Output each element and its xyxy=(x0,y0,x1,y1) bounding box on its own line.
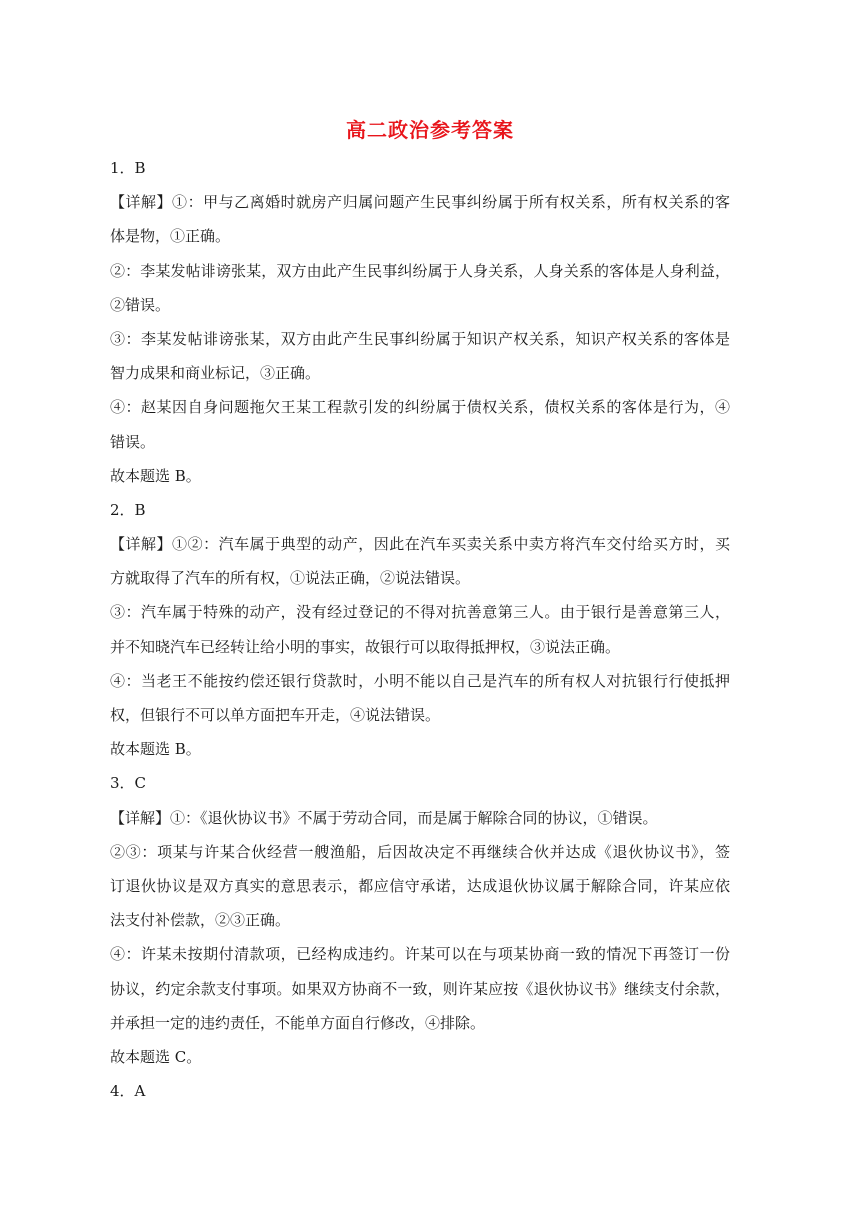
explanation-line: ②：李某发帖诽谤张某，双方由此产生民事纠纷属于人身关系，人身关系的客体是人身利益， xyxy=(110,261,730,280)
conclusion-line: 故本题选 B。 xyxy=(110,466,201,485)
answer-number: 4．A xyxy=(110,1082,146,1101)
explanation-line: 订退伙协议是双方真实的意思表示，都应信守承诺，达成退伙协议属于解除合同，许某应依 xyxy=(110,876,730,895)
explanation-line: 【详解】①②：汽车属于典型的动产，因此在汽车买卖关系中卖方将汽车交付给买方时，买 xyxy=(110,535,730,554)
explanation-line: 智力成果和商业标记，③正确。 xyxy=(110,364,321,383)
answer-content xyxy=(110,151,730,1108)
explanation-line: ③：汽车属于特殊的动产，没有经过登记的不得对抗善意第三人。由于银行是善意第三人， xyxy=(110,603,730,622)
explanation-line: ④：许某未按期付清款项，已经构成违约。许某可以在与项某协商一致的情况下再签订一份 xyxy=(110,945,730,964)
document-title: 高二政治参考答案 xyxy=(346,118,514,142)
answer-number: 3．C xyxy=(110,774,147,793)
explanation-line: ④：当老王不能按约偿还银行贷款时，小明不能以自己是汽车的所有权人对抗银行行使抵押 xyxy=(110,671,730,690)
explanation-line: 并不知晓汽车已经转让给小明的事实，故银行可以取得抵押权，③说法正确。 xyxy=(110,637,621,656)
conclusion-line: 故本题选 C。 xyxy=(110,1047,202,1066)
explanation-line: 【详解】①：《退伙协议书》不属于劳动合同，而是属于解除合同的协议，①错误。 xyxy=(110,808,658,827)
explanation-line: 并承担一定的违约责任，不能单方面自行修改，④排除。 xyxy=(110,1013,486,1032)
explanation-line: 【详解】①：甲与乙离婚时就房产归属问题产生民事纠纷属于所有权关系，所有权关系的客 xyxy=(110,193,730,212)
explanation-line: ④：赵某因自身问题拖欠王某工程款引发的纠纷属于债权关系，债权关系的客体是行为，④ xyxy=(110,398,730,417)
explanation-line: ②错误。 xyxy=(110,295,171,314)
explanation-line: ③：李某发帖诽谤张某，双方由此产生民事纠纷属于知识产权关系，知识产权关系的客体是 xyxy=(110,329,730,348)
answer-number: 2．B xyxy=(110,500,146,519)
explanation-line: 协议，约定余款支付事项。如果双方协商不一致，则许某应按《退伙协议书》继续支付余款， xyxy=(110,979,730,998)
explanation-line: 权，但银行不可以单方面把车开走，④说法错误。 xyxy=(110,706,441,724)
explanation-line: 错误。 xyxy=(110,432,156,451)
explanation-line: 体是物，①正确。 xyxy=(110,227,231,246)
explanation-line: 方就取得了汽车的所有权，①说法正确，②说法错误。 xyxy=(110,569,471,588)
explanation-line: ②③：项某与许某合伙经营一艘渔船，后因故决定不再继续合伙并达成《退伙协议书》，签 xyxy=(110,842,730,861)
conclusion-line: 故本题选 B。 xyxy=(110,740,201,759)
explanation-line: 法支付补偿款，②③正确。 xyxy=(110,911,291,930)
answer-number: 1．B xyxy=(110,159,146,177)
